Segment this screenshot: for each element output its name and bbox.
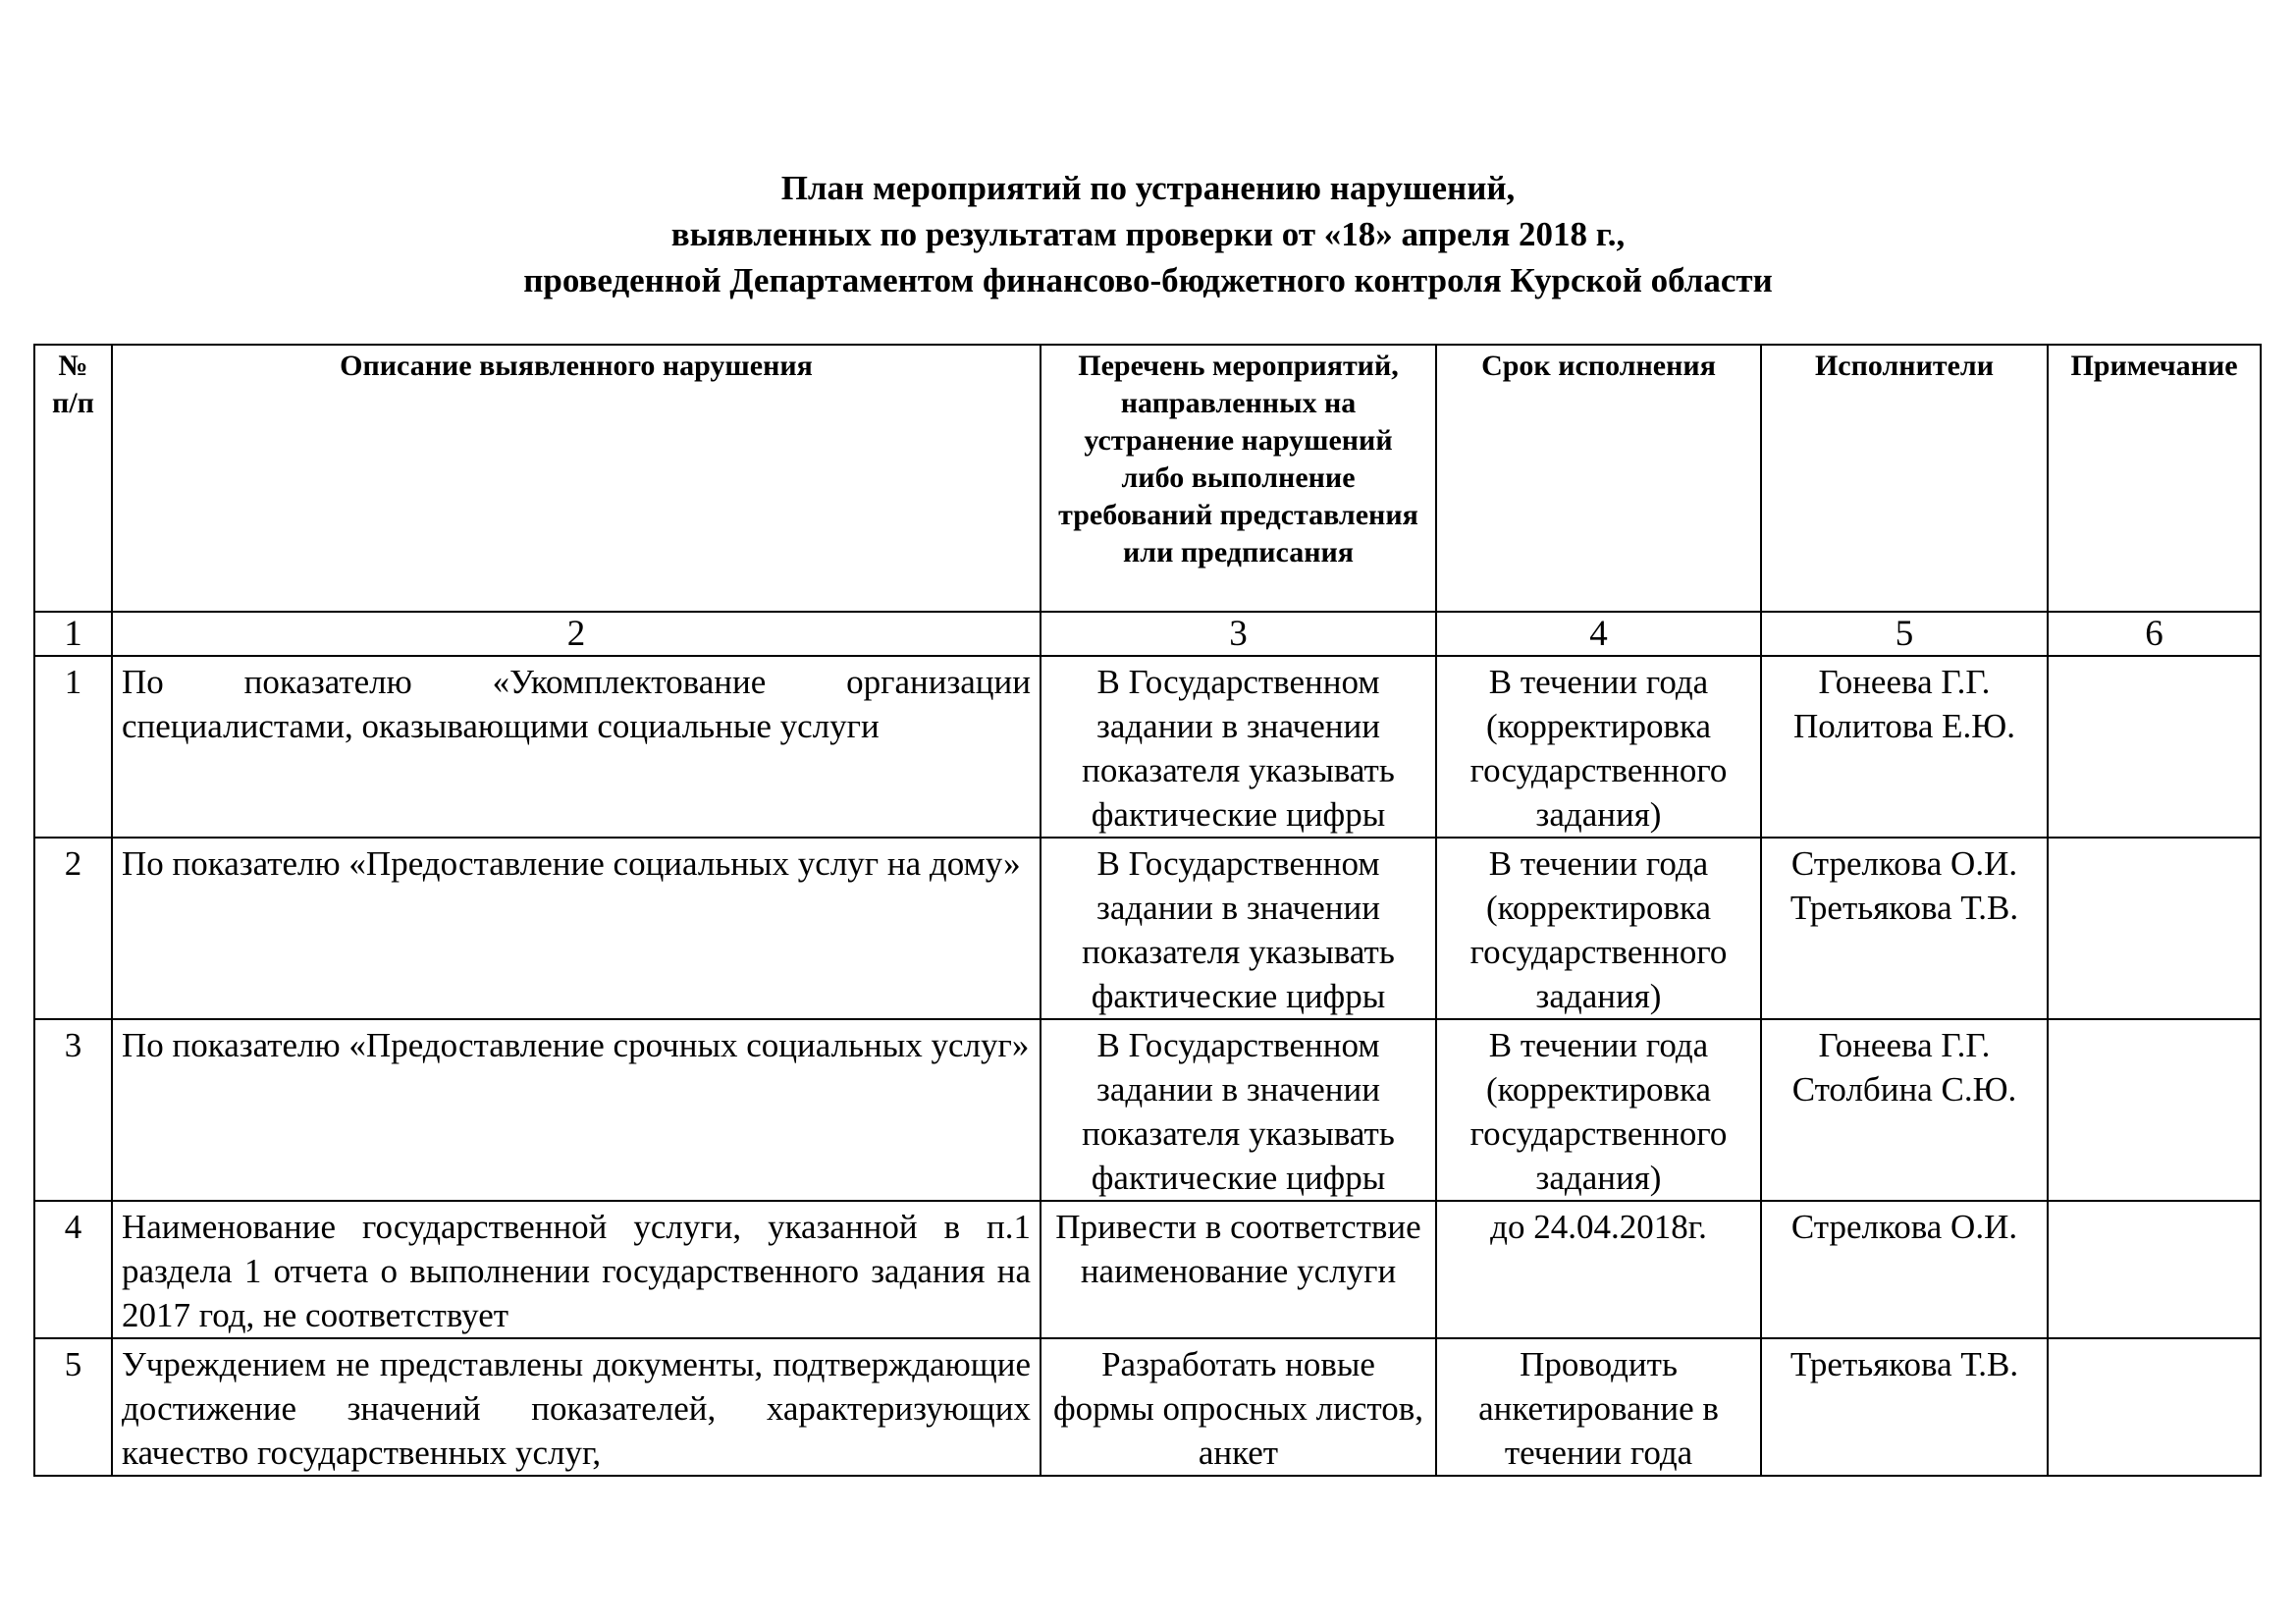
executor-name: Гонеева Г.Г. <box>1818 1026 1991 1064</box>
executor-name: Политова Е.Ю. <box>1792 707 2016 745</box>
column-number: 1 <box>34 612 112 656</box>
violation-description: По показателю «Предоставление социальных услуг на дому» <box>112 838 1041 1019</box>
measures-cell: В Государственном задании в значении показателя указывать фактические цифры <box>1041 656 1436 838</box>
executor-name: Гонеева Г.Г. <box>1818 663 1991 701</box>
column-number-row <box>34 612 2261 656</box>
executors-cell <box>1761 656 2048 838</box>
violation-description: Наименование государственной услуги, указанной в п.1 раздела 1 отчета о выполнении государственного задания на 2017 год, не соответствует <box>112 1201 1041 1338</box>
table-row <box>34 656 2261 838</box>
table-row <box>34 1338 2261 1476</box>
executors-cell <box>1761 1338 2048 1476</box>
row-number: 2 <box>34 838 112 1019</box>
column-number: 5 <box>1761 612 2048 656</box>
header-number-abbr: п/п <box>52 387 94 419</box>
note-cell <box>2048 1019 2261 1201</box>
header-row <box>34 345 2261 612</box>
executors-cell <box>1761 838 2048 1019</box>
title-line-2: выявленных по результатам проверки от «18» апреля 2018 г., <box>670 215 1626 253</box>
note-cell <box>2048 838 2261 1019</box>
header-executors: Исполнители <box>1761 345 2048 612</box>
measures-cell: В Государственном задании в значении показателя указывать фактические цифры <box>1041 1019 1436 1201</box>
document-title <box>0 165 2296 303</box>
executor-name: Третьякова Т.В. <box>1789 889 2019 927</box>
row-number: 3 <box>34 1019 112 1201</box>
executor-name: Стрелкова О.И. <box>1790 844 2018 883</box>
table-row <box>34 1201 2261 1338</box>
executors-cell <box>1761 1201 2048 1338</box>
measures-cell: Привести в соответствие наименование услуги <box>1041 1201 1436 1338</box>
title-line-3: проведенной Департаментом финансово-бюджетного контроля Курской области <box>523 261 1773 299</box>
title-line-1: План мероприятий по устранению нарушений, <box>780 169 1516 207</box>
violation-description: Учреждением не представлены документы, подтверждающие достижение значений показателей, характеризующих качество государственных услуг, <box>112 1338 1041 1476</box>
deadline-cell: В течении года (корректировка государственного задания) <box>1436 1019 1761 1201</box>
measures-cell: Разработать новые формы опросных листов, анкет <box>1041 1338 1436 1476</box>
violation-description: По показателю «Укомплектование организации специалистами, оказывающими социальные услуги <box>112 656 1041 838</box>
note-cell <box>2048 1201 2261 1338</box>
deadline-cell: В течении года (корректировка государственного задания) <box>1436 656 1761 838</box>
column-number: 3 <box>1041 612 1436 656</box>
measures-plan-table <box>33 344 2262 1477</box>
header-description: Описание выявленного нарушения <box>112 345 1041 612</box>
header-number <box>34 345 112 612</box>
column-number: 2 <box>112 612 1041 656</box>
executor-name: Стрелкова О.И. <box>1790 1208 2018 1246</box>
table-row <box>34 838 2261 1019</box>
measures-cell: В Государственном задании в значении показателя указывать фактические цифры <box>1041 838 1436 1019</box>
deadline-cell: Проводить анкетирование в течении года <box>1436 1338 1761 1476</box>
row-number: 1 <box>34 656 112 838</box>
violation-description: По показателю «Предоставление срочных социальных услуг» <box>112 1019 1041 1201</box>
header-note: Примечание <box>2048 345 2261 612</box>
executor-name: Столбина С.Ю. <box>1791 1070 2017 1109</box>
row-number: 4 <box>34 1201 112 1338</box>
header-deadline: Срок исполнения <box>1436 345 1761 612</box>
note-cell <box>2048 656 2261 838</box>
executor-name: Третьякова Т.В. <box>1789 1345 2019 1383</box>
column-number: 4 <box>1436 612 1761 656</box>
header-number-sign: № <box>58 350 88 382</box>
note-cell <box>2048 1338 2261 1476</box>
deadline-cell: В течении года (корректировка государственного задания) <box>1436 838 1761 1019</box>
column-number: 6 <box>2048 612 2261 656</box>
row-number: 5 <box>34 1338 112 1476</box>
table-row <box>34 1019 2261 1201</box>
deadline-cell: до 24.04.2018г. <box>1436 1201 1761 1338</box>
executors-cell <box>1761 1019 2048 1201</box>
header-measures: Перечень мероприятий, направленных на устранение нарушений либо выполнение требований представления или предписания <box>1041 345 1436 612</box>
